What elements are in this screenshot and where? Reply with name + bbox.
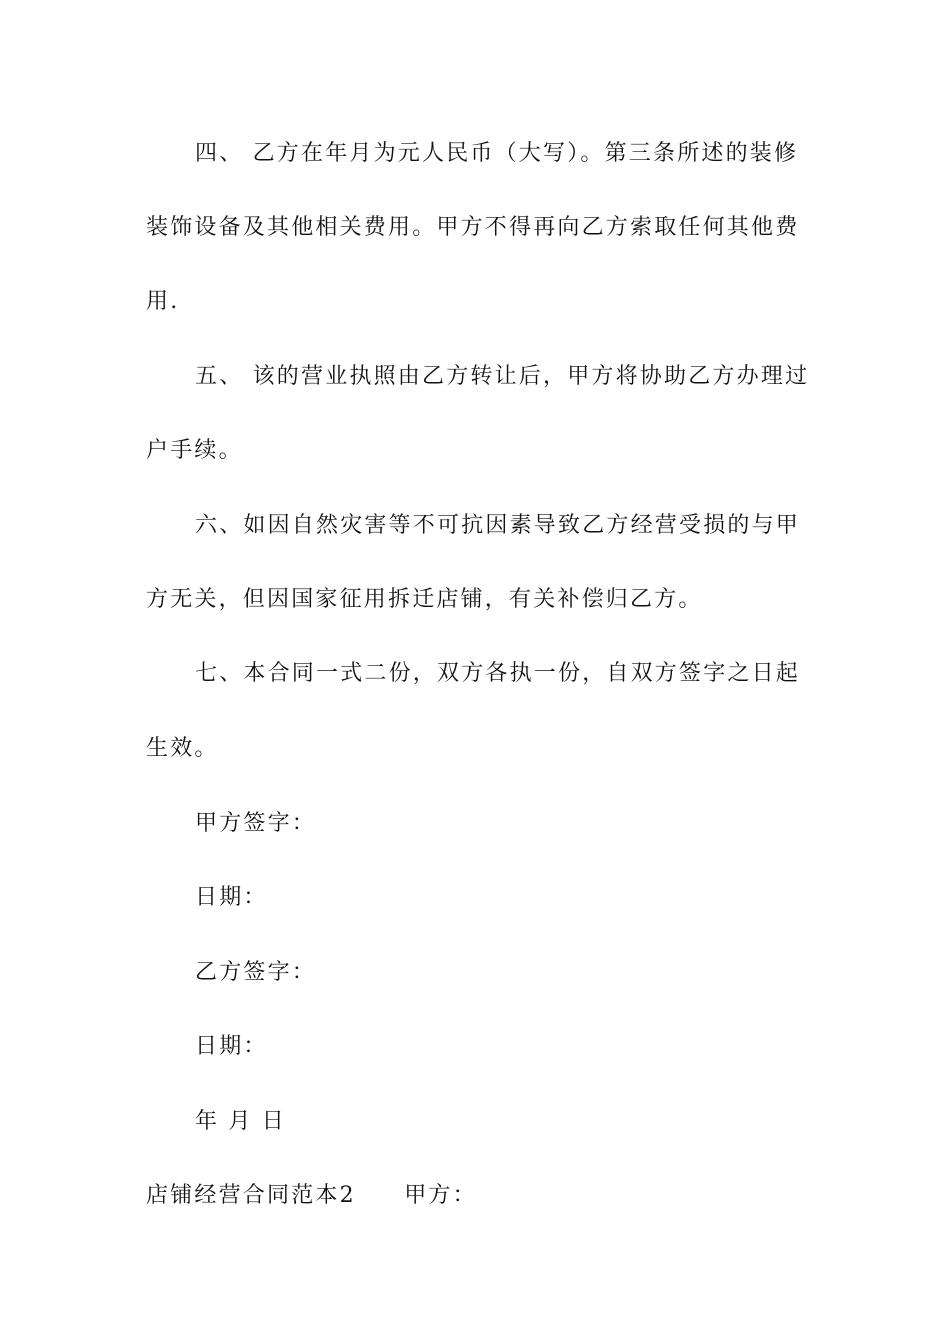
- clause-4-line-2: 装饰设备及其他相关费用。甲方不得再向乙方索取任何其他费: [146, 215, 800, 240]
- clause-5-line-2: 户手续。: [146, 438, 243, 463]
- party-a-signature-label: 甲方签字：: [195, 811, 317, 836]
- clause-7-line-2: 生效。: [146, 736, 219, 761]
- party-b-date-label: 日期：: [195, 1034, 268, 1059]
- clause-6-line-2: 方无关，但因国家征用拆迁店铺，有关补偿归乙方。: [146, 587, 703, 612]
- clause-4-line-3: 用.: [146, 289, 180, 314]
- party-a-date-label: 日期：: [195, 885, 268, 910]
- clause-7-line-1: 七、本合同一式二份，双方各执一份，自双方签字之日起: [195, 661, 801, 686]
- party-b-signature-label: 乙方签字：: [195, 960, 317, 985]
- clause-6-line-1: 六、如因自然灾害等不可抗因素导致乙方经营受损的与甲: [195, 513, 801, 538]
- footer-title-line: 店铺经营合同范本2 甲方：: [146, 1183, 477, 1208]
- date-line: 年 月 日: [195, 1109, 286, 1134]
- clause-4-line-1: 四、 乙方在年月为元人民币（大写）。第三条所述的装修: [195, 141, 799, 166]
- clause-5-line-1: 五、 该的营业执照由乙方转让后，甲方将协助乙方办理过: [195, 364, 810, 389]
